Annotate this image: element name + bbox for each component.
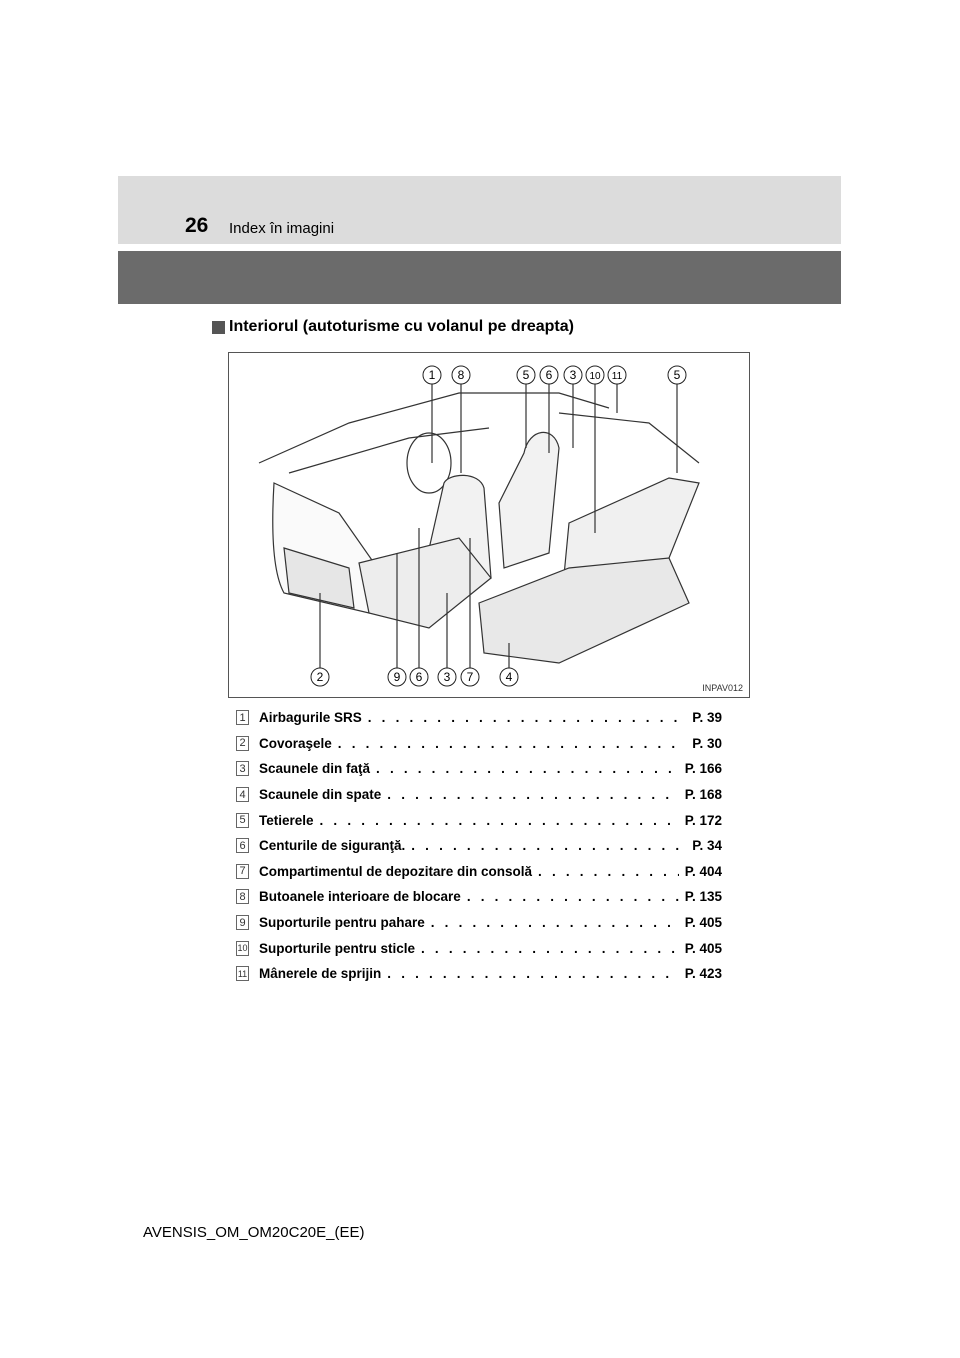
leader-dots <box>411 838 686 853</box>
item-number: 7 <box>236 864 249 879</box>
item-page-link[interactable]: P. 404 <box>684 863 722 879</box>
front-seat-right <box>499 432 559 568</box>
svg-text:6: 6 <box>415 670 423 684</box>
svg-text:10: 10 <box>589 371 601 382</box>
item-label: Tetierele <box>259 812 314 828</box>
svg-text:2: 2 <box>316 670 324 684</box>
callout-1 <box>423 366 441 384</box>
svg-text:9: 9 <box>393 670 401 684</box>
svg-text:3: 3 <box>569 368 577 382</box>
item-number: 3 <box>236 761 249 776</box>
rear-window <box>559 413 699 463</box>
item-page-link[interactable]: P. 405 <box>684 940 722 956</box>
list-item <box>236 935 722 961</box>
header-bar <box>118 176 841 244</box>
leader-dots <box>421 941 679 956</box>
callout-4 <box>500 668 518 686</box>
svg-text:8: 8 <box>457 368 465 382</box>
item-label: Centurile de siguranţă. <box>259 838 406 854</box>
callout-3b <box>438 668 456 686</box>
square-bullet-icon <box>212 321 225 334</box>
footer-code: AVENSIS_OM_OM20C20E_(EE) <box>143 1224 365 1241</box>
page-number: 26 <box>185 214 209 237</box>
leader-dots <box>538 864 679 879</box>
list-item <box>236 859 722 885</box>
callout-5b <box>668 366 686 384</box>
item-page-link[interactable]: P. 135 <box>684 889 722 905</box>
list-item <box>236 731 722 757</box>
item-page-link[interactable]: P. 39 <box>692 710 722 726</box>
svg-text:7: 7 <box>466 670 474 684</box>
svg-text:5: 5 <box>522 368 530 382</box>
callout-7 <box>461 668 479 686</box>
item-page-link[interactable]: P. 34 <box>692 838 722 854</box>
windshield-line <box>289 428 489 473</box>
item-number: 10 <box>236 941 249 956</box>
item-label: Scaunele din faţă <box>259 761 371 777</box>
item-label: Scaunele din spate <box>259 787 382 803</box>
callout-5 <box>517 366 535 384</box>
item-label: Airbagurile SRS <box>259 710 362 726</box>
item-number: 1 <box>236 710 249 725</box>
leader-dots <box>338 736 686 751</box>
leader-dots <box>467 889 679 904</box>
item-label: Butoanele interioare de blocare <box>259 889 461 905</box>
leader-dots <box>387 966 678 981</box>
leader-dots <box>376 761 679 776</box>
car-interior-drawing <box>229 353 750 698</box>
list-item <box>236 705 722 731</box>
svg-text:11: 11 <box>611 371 623 382</box>
list-item <box>236 884 722 910</box>
sub-heading-text: Interiorul (autoturisme cu volanul pe dreapta) <box>229 318 574 335</box>
callout-10 <box>586 366 604 384</box>
callout-11 <box>608 366 626 384</box>
item-page-link[interactable]: P. 166 <box>684 761 722 777</box>
sub-heading <box>212 318 574 336</box>
item-number: 2 <box>236 736 249 751</box>
item-label: Suporturile pentru pahare <box>259 915 425 931</box>
rear-seat-cushion <box>479 558 689 663</box>
item-number: 5 <box>236 813 249 828</box>
item-label: Covoraşele <box>259 735 332 751</box>
item-page-link[interactable]: P. 172 <box>684 812 722 828</box>
leader-dots <box>431 915 679 930</box>
item-number: 6 <box>236 838 249 853</box>
list-item <box>236 910 722 936</box>
section-title: Index în imagini <box>229 220 335 237</box>
svg-text:4: 4 <box>505 670 513 684</box>
item-number: 9 <box>236 915 249 930</box>
svg-text:3: 3 <box>443 670 451 684</box>
item-label: Suporturile pentru sticle <box>259 940 416 956</box>
figure-code: INPAV012 <box>702 683 743 693</box>
item-number: 11 <box>236 966 249 981</box>
item-page-link[interactable]: P. 30 <box>692 735 722 751</box>
callout-8 <box>452 366 470 384</box>
interior-illustration <box>228 352 750 698</box>
callout-3 <box>564 366 582 384</box>
list-item <box>236 833 722 859</box>
list-item <box>236 782 722 808</box>
header-band <box>118 251 841 304</box>
list-item <box>236 807 722 833</box>
item-list <box>236 705 722 987</box>
leader-dots <box>320 813 679 828</box>
callout-9 <box>388 668 406 686</box>
callout-2 <box>311 668 329 686</box>
item-page-link[interactable]: P. 168 <box>684 787 722 803</box>
callouts-top <box>423 366 686 384</box>
item-number: 8 <box>236 889 249 904</box>
svg-text:6: 6 <box>545 368 553 382</box>
item-page-link[interactable]: P. 405 <box>684 915 722 931</box>
callout-6b <box>410 668 428 686</box>
item-number: 4 <box>236 787 249 802</box>
item-label: Mânerele de sprijin <box>259 966 382 982</box>
leader-dots <box>387 787 678 802</box>
item-page-link[interactable]: P. 423 <box>684 966 722 982</box>
leader-dots <box>368 710 686 725</box>
svg-text:1: 1 <box>428 368 436 382</box>
svg-text:5: 5 <box>673 368 681 382</box>
item-label: Compartimentul de depozitare din consolă <box>259 863 533 879</box>
callout-6 <box>540 366 558 384</box>
list-item <box>236 756 722 782</box>
list-item <box>236 961 722 987</box>
callouts-bottom <box>311 668 518 686</box>
